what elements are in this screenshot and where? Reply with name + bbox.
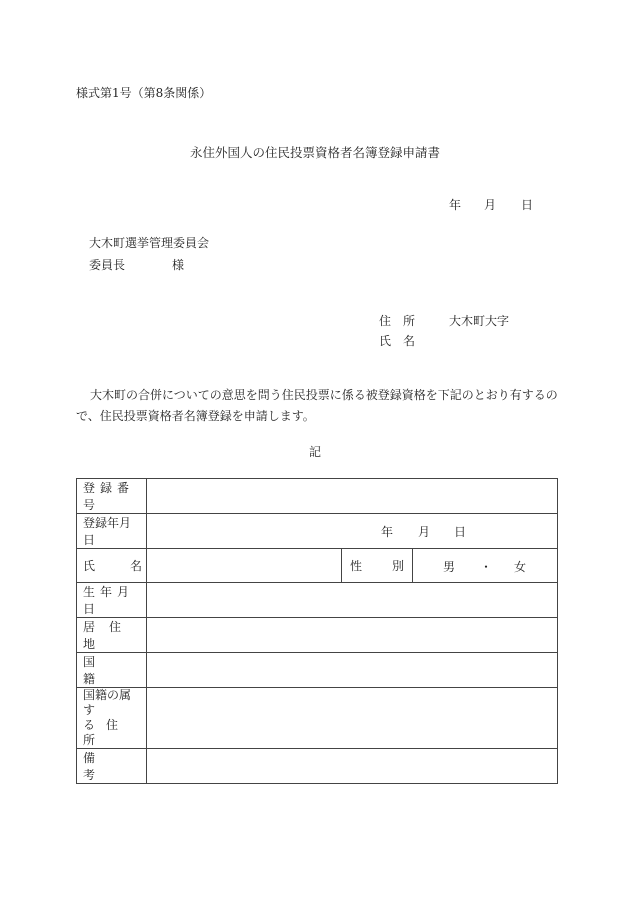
applicant-address-value: 大木町大字 — [449, 314, 510, 328]
applicant-name-label: 氏 名 — [379, 334, 416, 348]
table-row — [77, 583, 558, 618]
registration-form-table — [76, 478, 558, 784]
sex-field[interactable] — [413, 549, 558, 583]
date-year-label: 年 — [449, 198, 462, 212]
nationality-address-label: 国籍の属す る住所 — [77, 688, 147, 749]
remarks-field[interactable] — [147, 749, 558, 784]
registration-number-label: 登録番号 — [77, 479, 147, 514]
table-row — [77, 549, 558, 583]
addressee-organization: 大木町選挙管理委員会 — [89, 236, 210, 250]
residence-field[interactable] — [147, 618, 558, 653]
sex-male-option[interactable]: 男 — [443, 559, 456, 574]
birth-date-field[interactable] — [147, 583, 558, 618]
birth-date-label: 生年月日 — [77, 583, 147, 618]
date-month-label: 月 — [484, 198, 497, 212]
remarks-label: 備考 — [77, 749, 147, 784]
registration-date-day: 日 — [454, 525, 467, 539]
nationality-address-field[interactable] — [147, 688, 558, 749]
name-label-text — [83, 557, 142, 574]
table-row — [77, 514, 558, 549]
registration-number-field[interactable] — [147, 479, 558, 514]
document-title: 永住外国人の住民投票資格者名簿登録申請書 — [189, 145, 440, 160]
nationality-label: 国籍 — [77, 653, 147, 688]
nationality-field[interactable] — [147, 653, 558, 688]
applicant-address-label: 住 所 — [379, 314, 416, 328]
name-label-char1: 氏 — [83, 559, 96, 573]
table-row — [77, 479, 558, 514]
sex-female-option[interactable]: 女 — [514, 559, 527, 574]
sex-label-text — [350, 557, 404, 574]
table-row — [77, 653, 558, 688]
sex-label-char2: 別 — [391, 559, 404, 573]
registration-date-label: 登録年月日 — [77, 514, 147, 549]
registration-date-year: 年 — [381, 525, 394, 539]
addressee-honorific: 様 — [172, 258, 185, 272]
sex-separator: ・ — [480, 559, 493, 574]
residence-label: 居住地 — [77, 618, 147, 653]
application-statement: 大木町の合併についての意思を問う住民投票に係る被登録資格を下記のとおり有するので、住民投票資格者名簿登録を申請します。 — [76, 388, 558, 423]
name-label-char2: 名 — [129, 559, 142, 573]
table-row — [77, 688, 558, 749]
sex-label — [342, 549, 413, 583]
ki-heading: 記 — [308, 445, 321, 459]
sex-label-char1: 性 — [350, 559, 363, 573]
name-field[interactable] — [147, 549, 342, 583]
name-label — [77, 549, 147, 583]
registration-date-month: 月 — [418, 525, 431, 539]
date-day-label: 日 — [521, 198, 534, 212]
table-row — [77, 618, 558, 653]
table-row — [77, 749, 558, 784]
form-number: 様式第1号（第8条関係） — [76, 86, 212, 100]
addressee-title: 委員長 — [89, 258, 126, 272]
registration-date-field[interactable] — [147, 514, 558, 549]
